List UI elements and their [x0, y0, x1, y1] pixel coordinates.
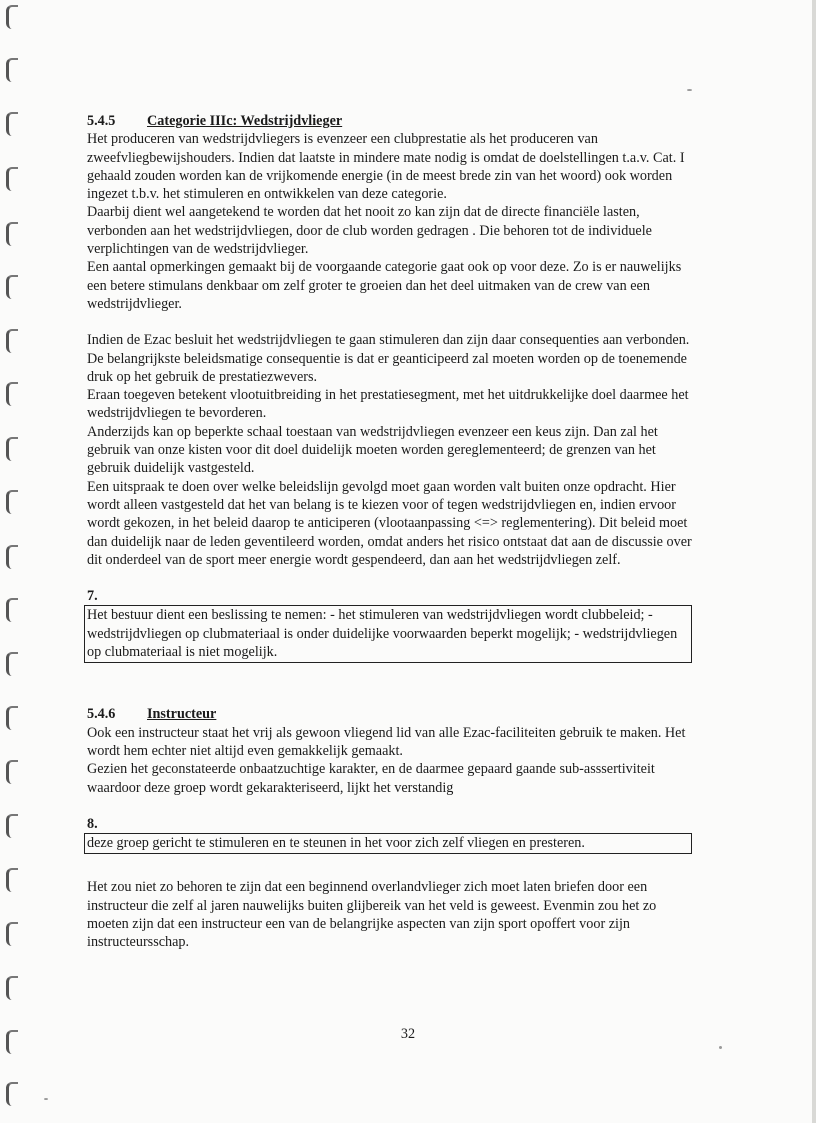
paragraph: Het zou niet zo behoren te zijn dat een beginnend overlandvlieger zich moet laten briefen door een instructeur die zelf al jaren nauwelijks buiten glijbereik van het veld is geweest. Evenmin zou het zo moeten zijn dat een instructeur een van de belangrijke aspecten van zijn sport opoffert voor zijn instructeursschap. — [87, 879, 657, 951]
recommendation-box — [84, 833, 692, 854]
section-heading-546 — [87, 705, 692, 723]
binding-hole — [6, 922, 18, 946]
section-number: 5.4.5 — [87, 113, 116, 129]
paragraph: Een uitspraak te doen over welke beleidslijn gevolgd moet gaan worden valt buiten onze opdracht. Hier wordt alleen vastgesteld dat het van belang is te kiezen voor of tegen wedstrijdvliegen en, indien ervoor wordt gekozen, in het beleid daarop te anticiperen (vlootaanpassing <=> reglementering). Dit beleid moet dan duidelijk naar de leden geventileerd worden, omdat anders het risico ontstaat dat aan de discussie over dit onderdeel van de sport meer energie wordt gespendeerd, dan aan het wedstrijdvliegen zelf. — [87, 478, 692, 568]
recommendation-number: 8. — [87, 815, 98, 832]
section-heading-545 — [87, 112, 692, 130]
binding-hole — [6, 329, 18, 353]
recommendation-box — [84, 605, 692, 663]
scan-speck — [687, 89, 692, 91]
scan-speck — [719, 1046, 722, 1049]
recommendation-number: 7. — [87, 588, 98, 605]
binding-hole — [6, 868, 18, 892]
binding-hole — [6, 760, 18, 784]
section-title: Instructeur — [147, 706, 217, 723]
paragraph: Een aantal opmerkingen gemaakt bij de voorgaande categorie gaat ook op voor deze. Zo is er nauwelijks een betere stimulans denkbaar om zelf groter te groeien dan het deel uitmaken van de crew van een wedstrijdvlieger. — [87, 259, 682, 312]
spiral-binding — [0, 0, 30, 1123]
binding-hole — [6, 545, 18, 569]
binding-hole — [6, 706, 18, 730]
scan-speck — [44, 1098, 48, 1100]
binding-hole — [6, 58, 18, 82]
paragraph: Ook een instructeur staat het vrij als gewoon vliegend lid van alle Ezac-faciliteiten gebruik te maken. Het wordt hem echter niet altijd even gemakkelijk gemaakt. — [87, 724, 686, 759]
page-edge — [812, 0, 816, 1123]
page-body — [87, 112, 692, 952]
paragraph: Gezien het geconstateerde onbaatzuchtige karakter, en de daarmee gepaard gaande sub-asssertiviteit waardoor deze groep wordt gekarakteriseerd, lijkt het verstandig — [87, 761, 655, 796]
binding-hole — [6, 382, 18, 406]
paragraph: Het produceren van wedstrijdvliegers is evenzeer een clubprestatie als het produceren van zweefvliegbewijshouders. Indien dat laatste in mindere mate nodig is omdat de doelstellingen t.a.v. Cat. I gehaald zouden worden kan de vrijkomende energie (in de meest brede zin van het woord) ook worden ingezet t.b.v. het stimuleren en ontwikkelen van deze categorie. — [87, 131, 685, 203]
binding-hole — [6, 652, 18, 676]
recommendation-text: deze groep gericht te stimuleren en te steunen in het voor zich zelf vliegen en presteren. — [87, 835, 585, 852]
section-number: 5.4.6 — [87, 706, 116, 723]
binding-hole — [6, 814, 18, 838]
binding-hole — [6, 275, 18, 299]
section-title: Categorie IIIc: Wedstrijdvlieger — [147, 113, 343, 129]
binding-hole — [6, 167, 18, 191]
binding-hole — [6, 490, 18, 514]
paragraph: Eraan toegeven betekent vlootuitbreiding in het prestatiesegment, met het uitdrukkelijke doel daarmee het wedstrijdvliegen te bevorderen. — [87, 387, 689, 422]
recommendation-text: Het bestuur dient een beslissing te nemen: - het stimuleren van wedstrijdvliegen wordt clubbeleid; - wedstrijdvliegen op clubmateriaal is onder duidelijke voorwaarden beperkt mogelijk; - wedstrijdvliegen op clubmateriaal is niet mogelijk. — [87, 607, 678, 661]
binding-hole — [6, 598, 18, 622]
page-number: 32 — [400, 1026, 416, 1042]
binding-hole — [6, 1082, 18, 1106]
paragraph: Daarbij dient wel aangetekend te worden dat het nooit zo kan zijn dat de directe financiële lasten, verbonden aan het wedstrijdvliegen, door de club worden gedragen . Die behoren tot de individuele verplichtingen van de wedstrijdvlieger. — [87, 204, 652, 258]
binding-hole — [6, 976, 18, 1000]
paragraph: Anderzijds kan op beperkte schaal toestaan van wedstrijdvliegen evenzeer een keus zijn. Dan zal het gebruik van onze kisten voor dit doel duidelijk moeten worden gereglementeerd; de grenzen van het gebruik duidelijk vastgesteld. — [87, 423, 658, 477]
binding-hole — [6, 222, 18, 246]
paragraph: Indien de Ezac besluit het wedstrijdvliegen te gaan stimuleren dan zijn daar consequenties aan verbonden. De belangrijkste beleidsmatige consequentie is dat er geanticipeerd zal moeten worden op de toenemende druk op het gebruik de prestatiezwevers. — [87, 332, 690, 385]
binding-hole — [6, 5, 18, 29]
binding-hole — [6, 437, 18, 461]
binding-hole — [6, 112, 18, 136]
